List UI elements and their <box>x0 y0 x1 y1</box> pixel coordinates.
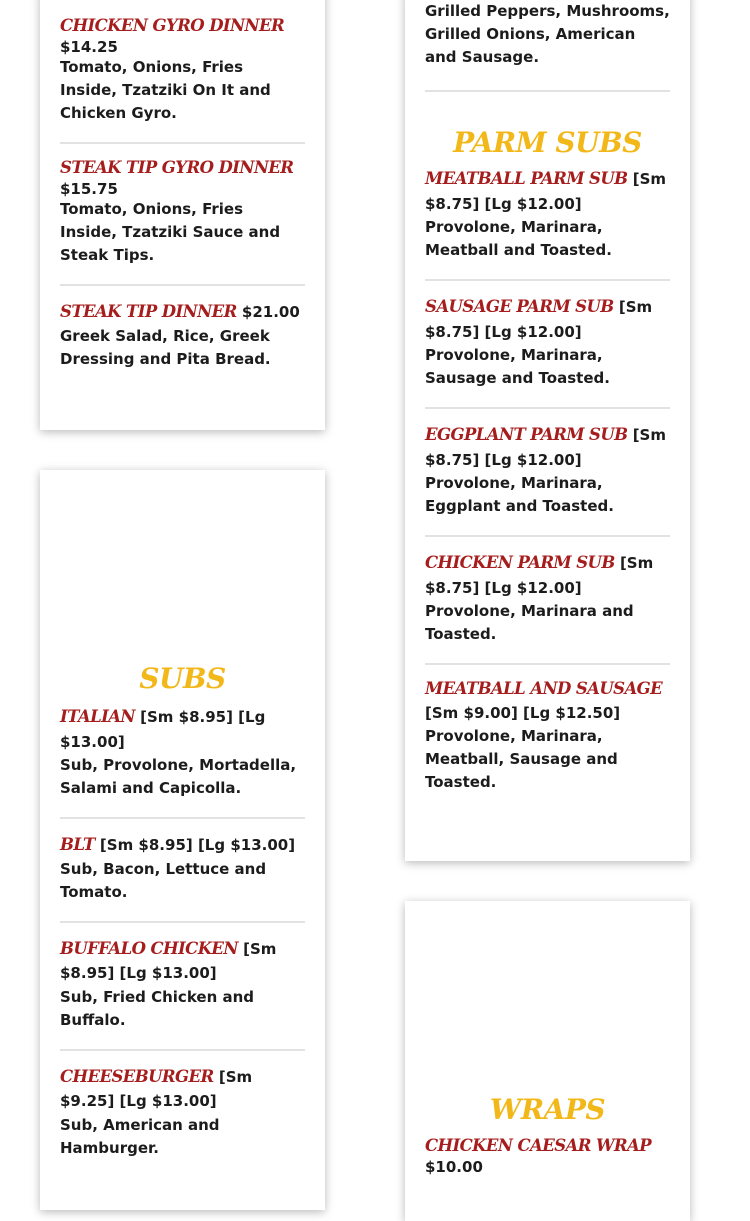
item-price: [Sm $9.00] [Lg $12.50] <box>425 704 621 722</box>
item-name: STEAK TIP DINNER <box>60 302 237 321</box>
item-description: Tomato, Onions, Fries Inside, Tzatziki On It and Chicken Gyro. <box>60 58 271 122</box>
item-description: Provolone, Marinara and Toasted. <box>425 602 634 643</box>
menu-item <box>425 0 670 92</box>
item-description: Provolone, Marinara, Sausage and Toasted. <box>425 346 610 387</box>
item-description: Sub, Bacon, Lettuce and Tomato. <box>60 859 267 901</box>
item-name: BLT <box>60 835 95 854</box>
section-heading: WRAPS <box>489 1093 606 1126</box>
item-description: Grilled Peppers, Mushrooms, Grilled Onions, American and Sausage. <box>425 2 670 66</box>
menu-item <box>60 286 305 388</box>
item-description: Sub, Provolone, Mortadella, Salami and Capicolla. <box>60 756 297 797</box>
menu-item <box>425 665 670 811</box>
item-price: [Sm $8.75] [Lg $12.00] <box>425 554 654 597</box>
item-price: $15.75 <box>60 180 118 198</box>
menu-item <box>60 819 305 923</box>
item-price: [Sm $8.95] [Lg $13.00] <box>60 708 266 751</box>
item-description: Provolone, Marinara, Meatball, Sausage and Toasted. <box>425 727 618 791</box>
menu-item <box>425 159 670 281</box>
item-description: Tomato, Onions, Fries Inside, Tzatziki Sauce and Steak Tips. <box>60 200 281 264</box>
item-price: [Sm $8.75] [Lg $12.00] <box>425 426 666 469</box>
dinner-card <box>40 0 325 430</box>
item-name: CHICKEN CAESAR WRAP <box>425 1136 652 1155</box>
section-heading: SUBS <box>139 662 226 695</box>
menu-item <box>60 1051 305 1177</box>
menu-item <box>60 923 305 1051</box>
item-description: Provolone, Marinara, Meatball and Toasted. <box>425 218 612 259</box>
item-name: SAUSAGE PARM SUB <box>425 297 614 316</box>
menu-item <box>60 144 305 286</box>
item-name: CHEESEBURGER <box>60 1066 214 1086</box>
menu-item <box>425 281 670 409</box>
item-price: [Sm $8.95] [Lg $13.00] <box>99 836 296 854</box>
item-description: Sub, Fried Chicken and Buffalo. <box>60 987 255 1029</box>
item-name: STEAK TIP GYRO DINNER <box>60 158 294 177</box>
item-price: [Sm $8.75] [Lg $12.00] <box>425 170 667 213</box>
menu-item <box>425 409 670 537</box>
section-heading: PARM SUBS <box>453 126 642 159</box>
item-price: [Sm $8.95] [Lg $13.00] <box>60 939 277 982</box>
item-description: Provolone, Marinara, Eggplant and Toasted. <box>425 474 614 515</box>
item-name: CHICKEN GYRO DINNER <box>60 16 285 35</box>
item-price: $14.25 <box>60 38 118 56</box>
menu-item <box>425 537 670 665</box>
item-price: [Sm $9.25] [Lg $13.00] <box>60 1067 253 1110</box>
item-name: CHICKEN PARM SUB <box>425 553 615 572</box>
subs-card <box>40 470 325 1210</box>
item-price: $21.00 <box>241 303 300 321</box>
menu-item <box>60 695 305 819</box>
menu-item <box>425 1126 670 1193</box>
item-name: EGGPLANT PARM SUB <box>425 425 628 444</box>
item-price: [Sm $8.75] [Lg $12.00] <box>425 298 653 341</box>
item-name: BUFFALO CHICKEN <box>60 938 238 958</box>
item-name: ITALIAN <box>60 707 135 726</box>
item-description: Sub, American and Hamburger. <box>60 1115 220 1157</box>
item-name: MEATBALL AND SAUSAGE <box>425 679 663 698</box>
item-name: MEATBALL PARM SUB <box>425 169 628 188</box>
menu-item <box>60 0 305 144</box>
wraps-card <box>405 901 690 1221</box>
item-description: Greek Salad, Rice, Greek Dressing and Pita Bread. <box>60 326 271 368</box>
parm-subs-card <box>405 0 690 861</box>
item-price: $10.00 <box>425 1158 483 1176</box>
